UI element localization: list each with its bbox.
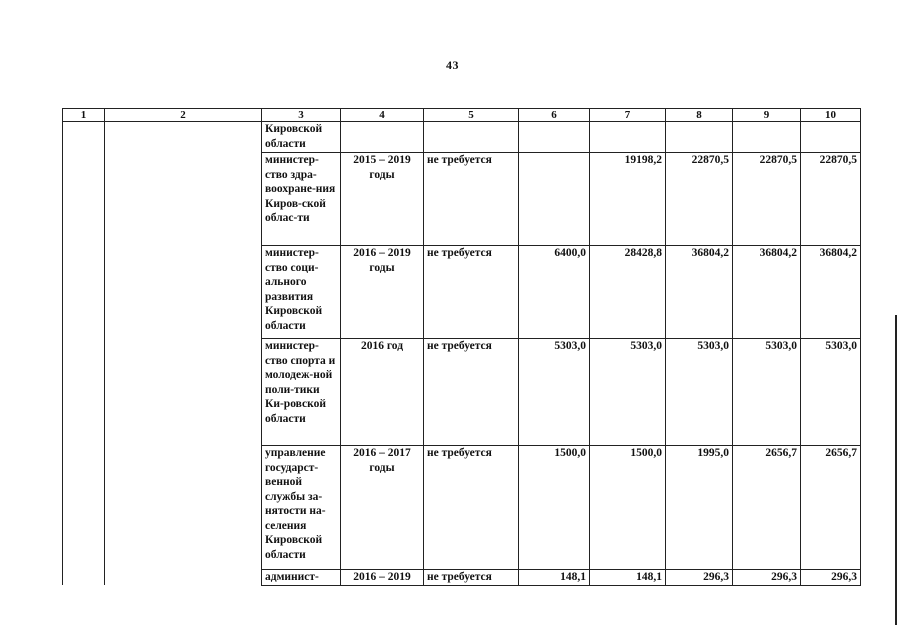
col-header-1: 1 [63, 109, 105, 122]
value-col6: 5303,0 [519, 339, 590, 446]
value-col8: 296,3 [666, 570, 733, 586]
executor-cell: админист- [262, 570, 341, 586]
col-header-4: 4 [341, 109, 424, 122]
col-header-2: 2 [105, 109, 262, 122]
col-header-7: 7 [590, 109, 666, 122]
period-cell: 2016 – 2017 годы [341, 446, 424, 570]
value-col10: 22870,5 [801, 153, 861, 246]
col-header-5: 5 [424, 109, 519, 122]
col-header-9: 9 [733, 109, 801, 122]
value-col9 [733, 122, 801, 153]
value-col8: 22870,5 [666, 153, 733, 246]
requirement-cell: не требуется [424, 339, 519, 446]
value-col7: 28428,8 [590, 246, 666, 339]
value-col8: 36804,2 [666, 246, 733, 339]
requirement-cell: не требуется [424, 153, 519, 246]
value-col10: 5303,0 [801, 339, 861, 446]
period-cell: 2016 год [341, 339, 424, 446]
col-header-10: 10 [801, 109, 861, 122]
header-row [63, 109, 861, 122]
value-col9: 5303,0 [733, 339, 801, 446]
col-header-8: 8 [666, 109, 733, 122]
executor-cell: министер-ство здра-воохране-ния Киров-ской облас-ти [262, 153, 341, 246]
value-col10: 36804,2 [801, 246, 861, 339]
value-col6 [519, 153, 590, 246]
col-header-3: 3 [262, 109, 341, 122]
value-col7: 1500,0 [590, 446, 666, 570]
value-col10: 296,3 [801, 570, 861, 586]
value-col8 [666, 122, 733, 153]
value-col9: 296,3 [733, 570, 801, 586]
requirement-cell: не требуется [424, 246, 519, 339]
value-col7: 5303,0 [590, 339, 666, 446]
value-col9: 22870,5 [733, 153, 801, 246]
scan-edge-line [895, 315, 897, 625]
value-col8: 5303,0 [666, 339, 733, 446]
value-col7 [590, 122, 666, 153]
value-col7: 19198,2 [590, 153, 666, 246]
value-col6 [519, 122, 590, 153]
value-col10: 2656,7 [801, 446, 861, 570]
value-col9: 2656,7 [733, 446, 801, 570]
requirement-cell: не требуется [424, 446, 519, 570]
budget-table [62, 108, 861, 586]
value-col6: 148,1 [519, 570, 590, 586]
value-col6: 6400,0 [519, 246, 590, 339]
page-number: 43 [446, 58, 459, 72]
value-col6: 1500,0 [519, 446, 590, 570]
col-header-6: 6 [519, 109, 590, 122]
requirement-cell: не требуется [424, 570, 519, 586]
executor-cell: министер-ство спорта и молодеж-ной поли-тики Ки-ровской области [262, 339, 341, 446]
executor-cell: Кировской области [262, 122, 341, 153]
executor-cell: министер-ство соци-ального развития Кировской области [262, 246, 341, 339]
requirement-cell [424, 122, 519, 153]
period-cell: 2016 – 2019 [341, 570, 424, 586]
period-cell: 2016 – 2019 годы [341, 246, 424, 339]
value-col10 [801, 122, 861, 153]
value-col8: 1995,0 [666, 446, 733, 570]
row-number-cell [63, 122, 105, 586]
period-cell [341, 122, 424, 153]
measure-name-cell [105, 122, 262, 586]
executor-cell: управление государст-венной службы за-нятости на-селения Кировской области [262, 446, 341, 570]
value-col9: 36804,2 [733, 246, 801, 339]
value-col7: 148,1 [590, 570, 666, 586]
period-cell: 2015 – 2019 годы [341, 153, 424, 246]
table-row [63, 122, 861, 153]
